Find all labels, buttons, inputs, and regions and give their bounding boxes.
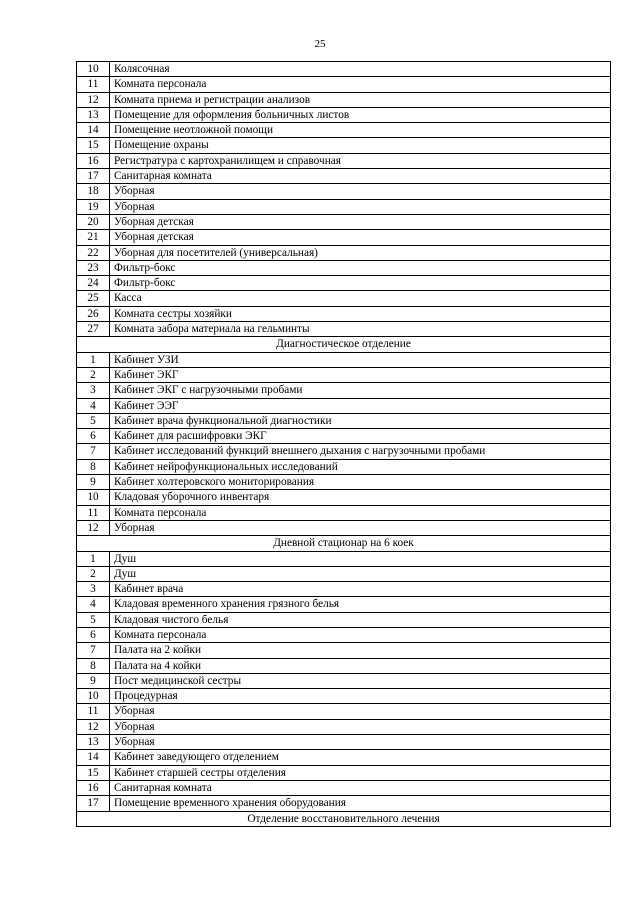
row-number: 19 <box>77 199 110 214</box>
row-number: 14 <box>77 750 110 765</box>
room-name: Кабинет ЭКГ <box>110 367 611 382</box>
table-row <box>77 627 611 642</box>
row-number: 15 <box>77 765 110 780</box>
table-row <box>77 138 611 153</box>
table-row <box>77 582 611 597</box>
row-number: 5 <box>77 413 110 428</box>
row-number: 12 <box>77 719 110 734</box>
row-number: 6 <box>77 429 110 444</box>
table-row <box>77 413 611 428</box>
row-number: 17 <box>77 796 110 811</box>
row-number: 18 <box>77 184 110 199</box>
table-row <box>77 169 611 184</box>
room-name: Кабинет врача <box>110 582 611 597</box>
room-name: Кабинет нейрофункциональных исследований <box>110 459 611 474</box>
row-number: 7 <box>77 444 110 459</box>
section-header-row <box>77 536 611 551</box>
row-number: 3 <box>77 582 110 597</box>
room-name: Комната персонала <box>110 505 611 520</box>
row-number: 1 <box>77 352 110 367</box>
room-name: Палата на 2 койки <box>110 643 611 658</box>
table-row <box>77 230 611 245</box>
room-name: Помещение охраны <box>110 138 611 153</box>
row-number: 2 <box>77 566 110 581</box>
row-number: 9 <box>77 673 110 688</box>
table-row <box>77 490 611 505</box>
room-name: Помещение временного хранения оборудования <box>110 796 611 811</box>
room-name: Кладовая временного хранения грязного белья <box>110 597 611 612</box>
row-number: 9 <box>77 475 110 490</box>
room-name: Уборная <box>110 735 611 750</box>
table-row <box>77 214 611 229</box>
table-row <box>77 352 611 367</box>
table-row <box>77 123 611 138</box>
room-name: Палата на 4 койки <box>110 658 611 673</box>
room-name: Колясочная <box>110 62 611 77</box>
room-name: Кабинет ЭЭГ <box>110 398 611 413</box>
table-row <box>77 245 611 260</box>
row-number: 10 <box>77 62 110 77</box>
room-name: Санитарная комната <box>110 169 611 184</box>
table-row <box>77 658 611 673</box>
row-number: 14 <box>77 123 110 138</box>
row-number: 10 <box>77 490 110 505</box>
row-number: 26 <box>77 306 110 321</box>
table-row <box>77 735 611 750</box>
section-title: Диагностическое отделение <box>77 337 611 352</box>
table-row <box>77 612 611 627</box>
room-name: Фильтр-бокс <box>110 276 611 291</box>
table-row <box>77 184 611 199</box>
section-title: Отделение восстановительного лечения <box>77 811 611 826</box>
rooms-table <box>76 61 611 827</box>
room-name: Комната персонала <box>110 77 611 92</box>
room-name: Душ <box>110 551 611 566</box>
table-row <box>77 551 611 566</box>
table-row <box>77 719 611 734</box>
room-name: Комната приема и регистрации анализов <box>110 92 611 107</box>
room-name: Кладовая уборочного инвентаря <box>110 490 611 505</box>
row-number: 7 <box>77 643 110 658</box>
table-row <box>77 475 611 490</box>
row-number: 13 <box>77 107 110 122</box>
room-name: Помещение для оформления больничных листов <box>110 107 611 122</box>
room-name: Душ <box>110 566 611 581</box>
table-row <box>77 520 611 535</box>
row-number: 17 <box>77 169 110 184</box>
room-name: Уборная <box>110 184 611 199</box>
room-name: Кабинет холтеровского мониторирования <box>110 475 611 490</box>
table-row <box>77 673 611 688</box>
row-number: 4 <box>77 597 110 612</box>
row-number: 12 <box>77 520 110 535</box>
room-name: Фильтр-бокс <box>110 260 611 275</box>
table-row <box>77 505 611 520</box>
row-number: 10 <box>77 689 110 704</box>
row-number: 1 <box>77 551 110 566</box>
room-name: Кладовая чистого белья <box>110 612 611 627</box>
section-header-row <box>77 337 611 352</box>
table-row <box>77 107 611 122</box>
table-row <box>77 383 611 398</box>
row-number: 11 <box>77 77 110 92</box>
section-header-row <box>77 811 611 826</box>
row-number: 8 <box>77 459 110 474</box>
table-row <box>77 459 611 474</box>
row-number: 23 <box>77 260 110 275</box>
rooms-table-body <box>77 62 611 827</box>
table-row <box>77 750 611 765</box>
room-name: Регистратура с картохранилищем и справочная <box>110 153 611 168</box>
room-name: Уборная <box>110 704 611 719</box>
room-name: Помещение неотложной помощи <box>110 123 611 138</box>
room-name: Касса <box>110 291 611 306</box>
row-number: 5 <box>77 612 110 627</box>
table-row <box>77 199 611 214</box>
row-number: 21 <box>77 230 110 245</box>
table-row <box>77 398 611 413</box>
table-row <box>77 429 611 444</box>
room-name: Уборная детская <box>110 230 611 245</box>
row-number: 15 <box>77 138 110 153</box>
room-name: Кабинет старшей сестры отделения <box>110 765 611 780</box>
room-name: Уборная <box>110 520 611 535</box>
table-row <box>77 444 611 459</box>
row-number: 4 <box>77 398 110 413</box>
room-name: Кабинет УЗИ <box>110 352 611 367</box>
table-row <box>77 77 611 92</box>
row-number: 16 <box>77 153 110 168</box>
room-name: Кабинет исследований функций внешнего дыхания с нагрузочными пробами <box>110 444 611 459</box>
table-row <box>77 704 611 719</box>
row-number: 22 <box>77 245 110 260</box>
table-row <box>77 780 611 795</box>
table-row <box>77 765 611 780</box>
row-number: 3 <box>77 383 110 398</box>
room-name: Кабинет заведующего отделением <box>110 750 611 765</box>
row-number: 24 <box>77 276 110 291</box>
room-name: Уборная для посетителей (универсальная) <box>110 245 611 260</box>
room-name: Кабинет ЭКГ с нагрузочными пробами <box>110 383 611 398</box>
table-row <box>77 367 611 382</box>
table-row <box>77 643 611 658</box>
row-number: 12 <box>77 92 110 107</box>
room-name: Уборная детская <box>110 214 611 229</box>
table-row <box>77 322 611 337</box>
row-number: 11 <box>77 505 110 520</box>
row-number: 16 <box>77 780 110 795</box>
room-name: Процедурная <box>110 689 611 704</box>
section-title: Дневной стационар на 6 коек <box>77 536 611 551</box>
table-row <box>77 276 611 291</box>
row-number: 20 <box>77 214 110 229</box>
room-name: Комната персонала <box>110 627 611 642</box>
row-number: 6 <box>77 627 110 642</box>
room-name: Комната сестры хозяйки <box>110 306 611 321</box>
room-name: Уборная <box>110 719 611 734</box>
room-name: Уборная <box>110 199 611 214</box>
table-row <box>77 153 611 168</box>
room-name: Санитарная комната <box>110 780 611 795</box>
row-number: 27 <box>77 322 110 337</box>
room-name: Кабинет врача функциональной диагностики <box>110 413 611 428</box>
table-row <box>77 689 611 704</box>
room-name: Комната забора материала на гельминты <box>110 322 611 337</box>
row-number: 8 <box>77 658 110 673</box>
table-row <box>77 566 611 581</box>
table-row <box>77 597 611 612</box>
table-row <box>77 62 611 77</box>
room-name: Кабинет для расшифровки ЭКГ <box>110 429 611 444</box>
row-number: 25 <box>77 291 110 306</box>
table-row <box>77 291 611 306</box>
table-row <box>77 92 611 107</box>
table-row <box>77 796 611 811</box>
row-number: 11 <box>77 704 110 719</box>
page-number: 25 <box>314 38 326 50</box>
table-row <box>77 260 611 275</box>
row-number: 13 <box>77 735 110 750</box>
table-row <box>77 306 611 321</box>
room-name: Пост медицинской сестры <box>110 673 611 688</box>
row-number: 2 <box>77 367 110 382</box>
